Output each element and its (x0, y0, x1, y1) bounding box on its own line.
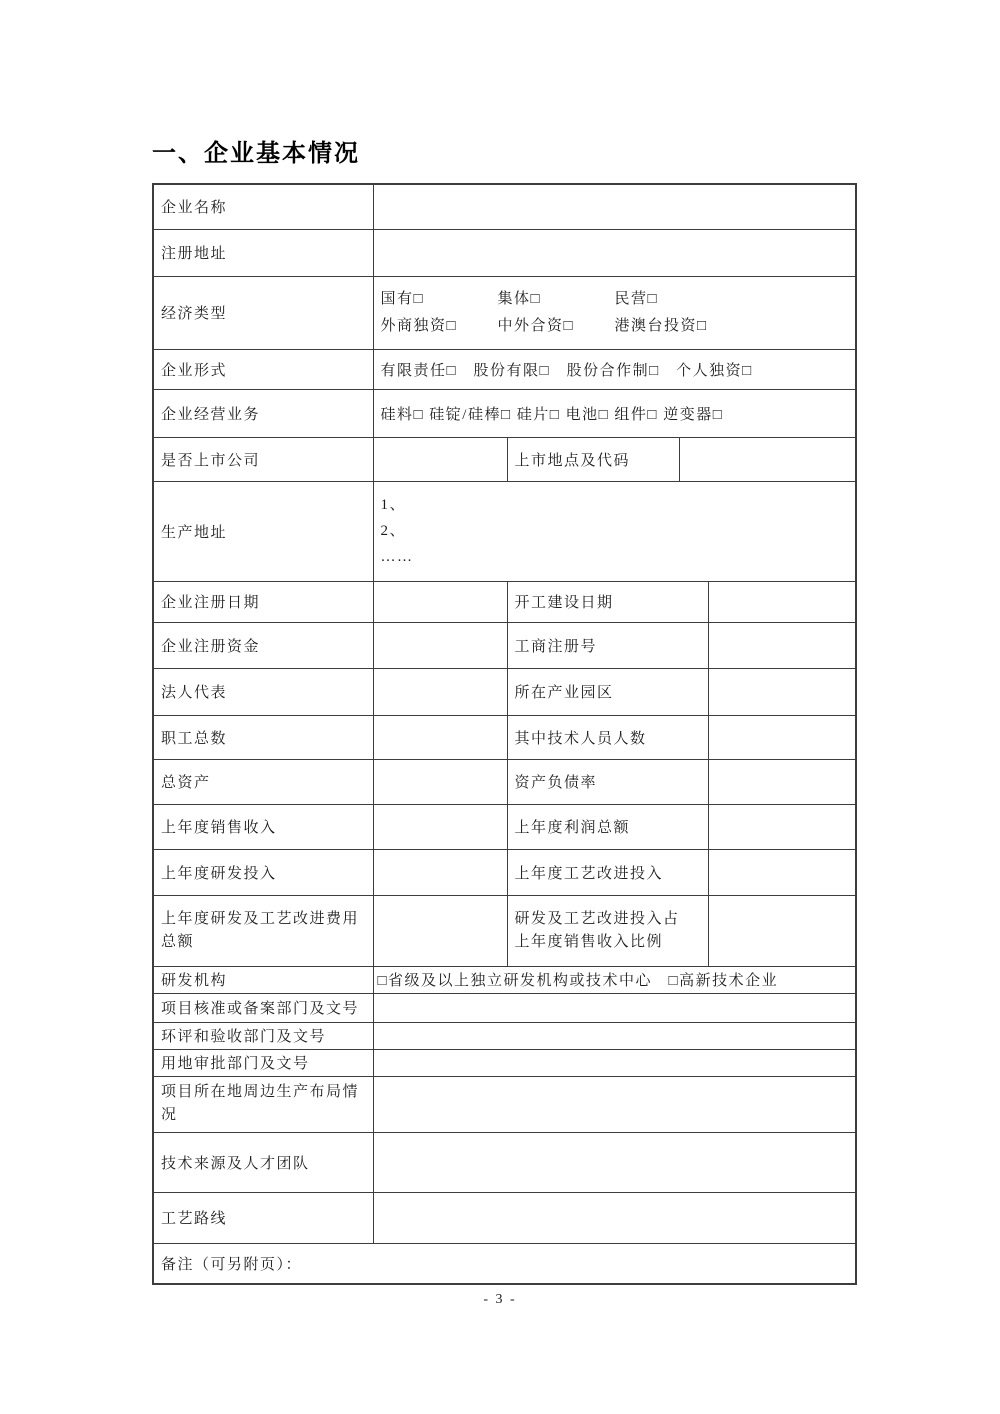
rd-ratio-label: 研发及工艺改进投入占 上年度销售收入比例 (507, 895, 708, 966)
registration-date-label: 企业注册日期 (153, 581, 373, 622)
row-process-route (153, 1192, 856, 1243)
checkbox-option-hk-mo-tw[interactable]: 港澳台投资□ (614, 317, 708, 334)
registered-capital-input[interactable] (373, 622, 507, 668)
business-scope-label: 企业经营业务 (153, 389, 373, 437)
total-assets-input[interactable] (373, 759, 507, 804)
production-address-line1: 1、 (380, 497, 407, 513)
total-profit-input[interactable] (708, 804, 856, 849)
eia-acceptance-label: 环评和验收部门及文号 (153, 1022, 373, 1049)
land-approval-input[interactable] (373, 1049, 856, 1076)
industrial-park-input[interactable] (708, 668, 856, 715)
registered-address-label: 注册地址 (153, 229, 373, 276)
checkbox-option-private[interactable]: 民营□ (614, 290, 659, 307)
registration-date-input[interactable] (373, 581, 507, 622)
process-route-label: 工艺路线 (153, 1192, 373, 1243)
row-project-approval (153, 993, 856, 1022)
remark-cell[interactable] (153, 1243, 856, 1284)
section-title: 一、企业基本情况 (152, 140, 360, 167)
production-address-line2: 2、 (380, 523, 407, 539)
company-name-label: 企业名称 (153, 184, 373, 229)
business-registration-no-input[interactable] (708, 622, 856, 668)
rd-expense-total-label: 上年度研发及工艺改进费用 总额 (153, 895, 373, 966)
rd-investment-label: 上年度研发投入 (153, 849, 373, 895)
checkbox-option-state-owned[interactable]: 国有□ (380, 290, 425, 307)
row-total-assets (153, 759, 856, 804)
legal-representative-input[interactable] (373, 668, 507, 715)
form-section (152, 133, 855, 1285)
surrounding-layout-input[interactable] (373, 1076, 856, 1132)
enterprise-form-options[interactable]: 有限责任□ 股份有限□ 股份合作制□ 个人独资□ (373, 349, 856, 389)
row-rd-expense-total (153, 895, 856, 966)
tech-source-input[interactable] (373, 1132, 856, 1192)
process-improvement-input[interactable] (708, 849, 856, 895)
business-scope-options[interactable]: 硅料□ 硅锭/硅棒□ 硅片□ 电池□ 组件□ 逆变器□ (373, 389, 856, 437)
rd-investment-input[interactable] (373, 849, 507, 895)
row-sales-revenue (153, 804, 856, 849)
row-rd-institution (153, 966, 856, 993)
business-registration-no-label: 工商注册号 (507, 622, 708, 668)
listing-place-input[interactable] (679, 437, 856, 481)
row-economic-type (153, 276, 856, 349)
row-registered-address (153, 229, 856, 276)
row-tech-source (153, 1132, 856, 1192)
tech-source-label: 技术来源及人才团队 (153, 1132, 373, 1192)
listed-company-input[interactable] (373, 437, 507, 481)
construction-start-input[interactable] (708, 581, 856, 622)
row-business-scope (153, 389, 856, 437)
row-remark (153, 1243, 856, 1284)
row-eia-acceptance (153, 1022, 856, 1049)
sales-revenue-label: 上年度销售收入 (153, 804, 373, 849)
row-rd-investment (153, 849, 856, 895)
debt-ratio-label: 资产负债率 (507, 759, 708, 804)
checkbox-option-collective[interactable]: 集体□ (497, 290, 542, 307)
debt-ratio-input[interactable] (708, 759, 856, 804)
total-assets-label: 总资产 (153, 759, 373, 804)
rd-institution-options[interactable]: □省级及以上独立研发机构或技术中心 □高新技术企业 (373, 966, 856, 993)
remark-label: 备注（可另附页）： (161, 1256, 303, 1273)
row-registered-capital (153, 622, 856, 668)
row-company-name (153, 184, 856, 229)
row-legal-representative (153, 668, 856, 715)
total-profit-label: 上年度利润总额 (507, 804, 708, 849)
technical-staff-input[interactable] (708, 715, 856, 759)
employee-count-input[interactable] (373, 715, 507, 759)
surrounding-layout-label: 项目所在地周边生产布局情 况 (153, 1076, 373, 1132)
row-enterprise-form (153, 349, 856, 389)
technical-staff-label: 其中技术人员人数 (507, 715, 708, 759)
company-name-input[interactable] (373, 184, 856, 229)
checkbox-option-joint-venture[interactable]: 中外合资□ (497, 317, 575, 334)
row-production-address (153, 481, 856, 581)
listing-place-label: 上市地点及代码 (507, 437, 679, 481)
production-address-line3: …… (380, 549, 414, 565)
process-improvement-label: 上年度工艺改进投入 (507, 849, 708, 895)
row-land-approval (153, 1049, 856, 1076)
project-approval-input[interactable] (373, 993, 856, 1022)
project-approval-label: 项目核准或备案部门及文号 (153, 993, 373, 1022)
process-route-input[interactable] (373, 1192, 856, 1243)
registered-capital-label: 企业注册资金 (153, 622, 373, 668)
listed-company-label: 是否上市公司 (153, 437, 373, 481)
legal-representative-label: 法人代表 (153, 668, 373, 715)
production-address-label: 生产地址 (153, 481, 373, 581)
industrial-park-label: 所在产业园区 (507, 668, 708, 715)
registered-address-input[interactable] (373, 229, 856, 276)
sales-revenue-input[interactable] (373, 804, 507, 849)
employee-count-label: 职工总数 (153, 715, 373, 759)
row-employee-count (153, 715, 856, 759)
eia-acceptance-input[interactable] (373, 1022, 856, 1049)
construction-start-label: 开工建设日期 (507, 581, 708, 622)
economic-type-label: 经济类型 (153, 276, 373, 349)
company-info-table (152, 183, 857, 1285)
rd-expense-total-input[interactable] (373, 895, 507, 966)
rd-institution-label: 研发机构 (153, 966, 373, 993)
land-approval-label: 用地审批部门及文号 (153, 1049, 373, 1076)
rd-ratio-input[interactable] (708, 895, 856, 966)
row-registration-date (153, 581, 856, 622)
production-address-input[interactable] (373, 481, 856, 581)
checkbox-option-wholly-foreign[interactable]: 外商独资□ (380, 317, 458, 334)
page-number: - 3 - (483, 1292, 517, 1307)
row-surrounding-layout (153, 1076, 856, 1132)
economic-type-options (373, 276, 856, 349)
enterprise-form-label: 企业形式 (153, 349, 373, 389)
row-listed-company (153, 437, 856, 481)
